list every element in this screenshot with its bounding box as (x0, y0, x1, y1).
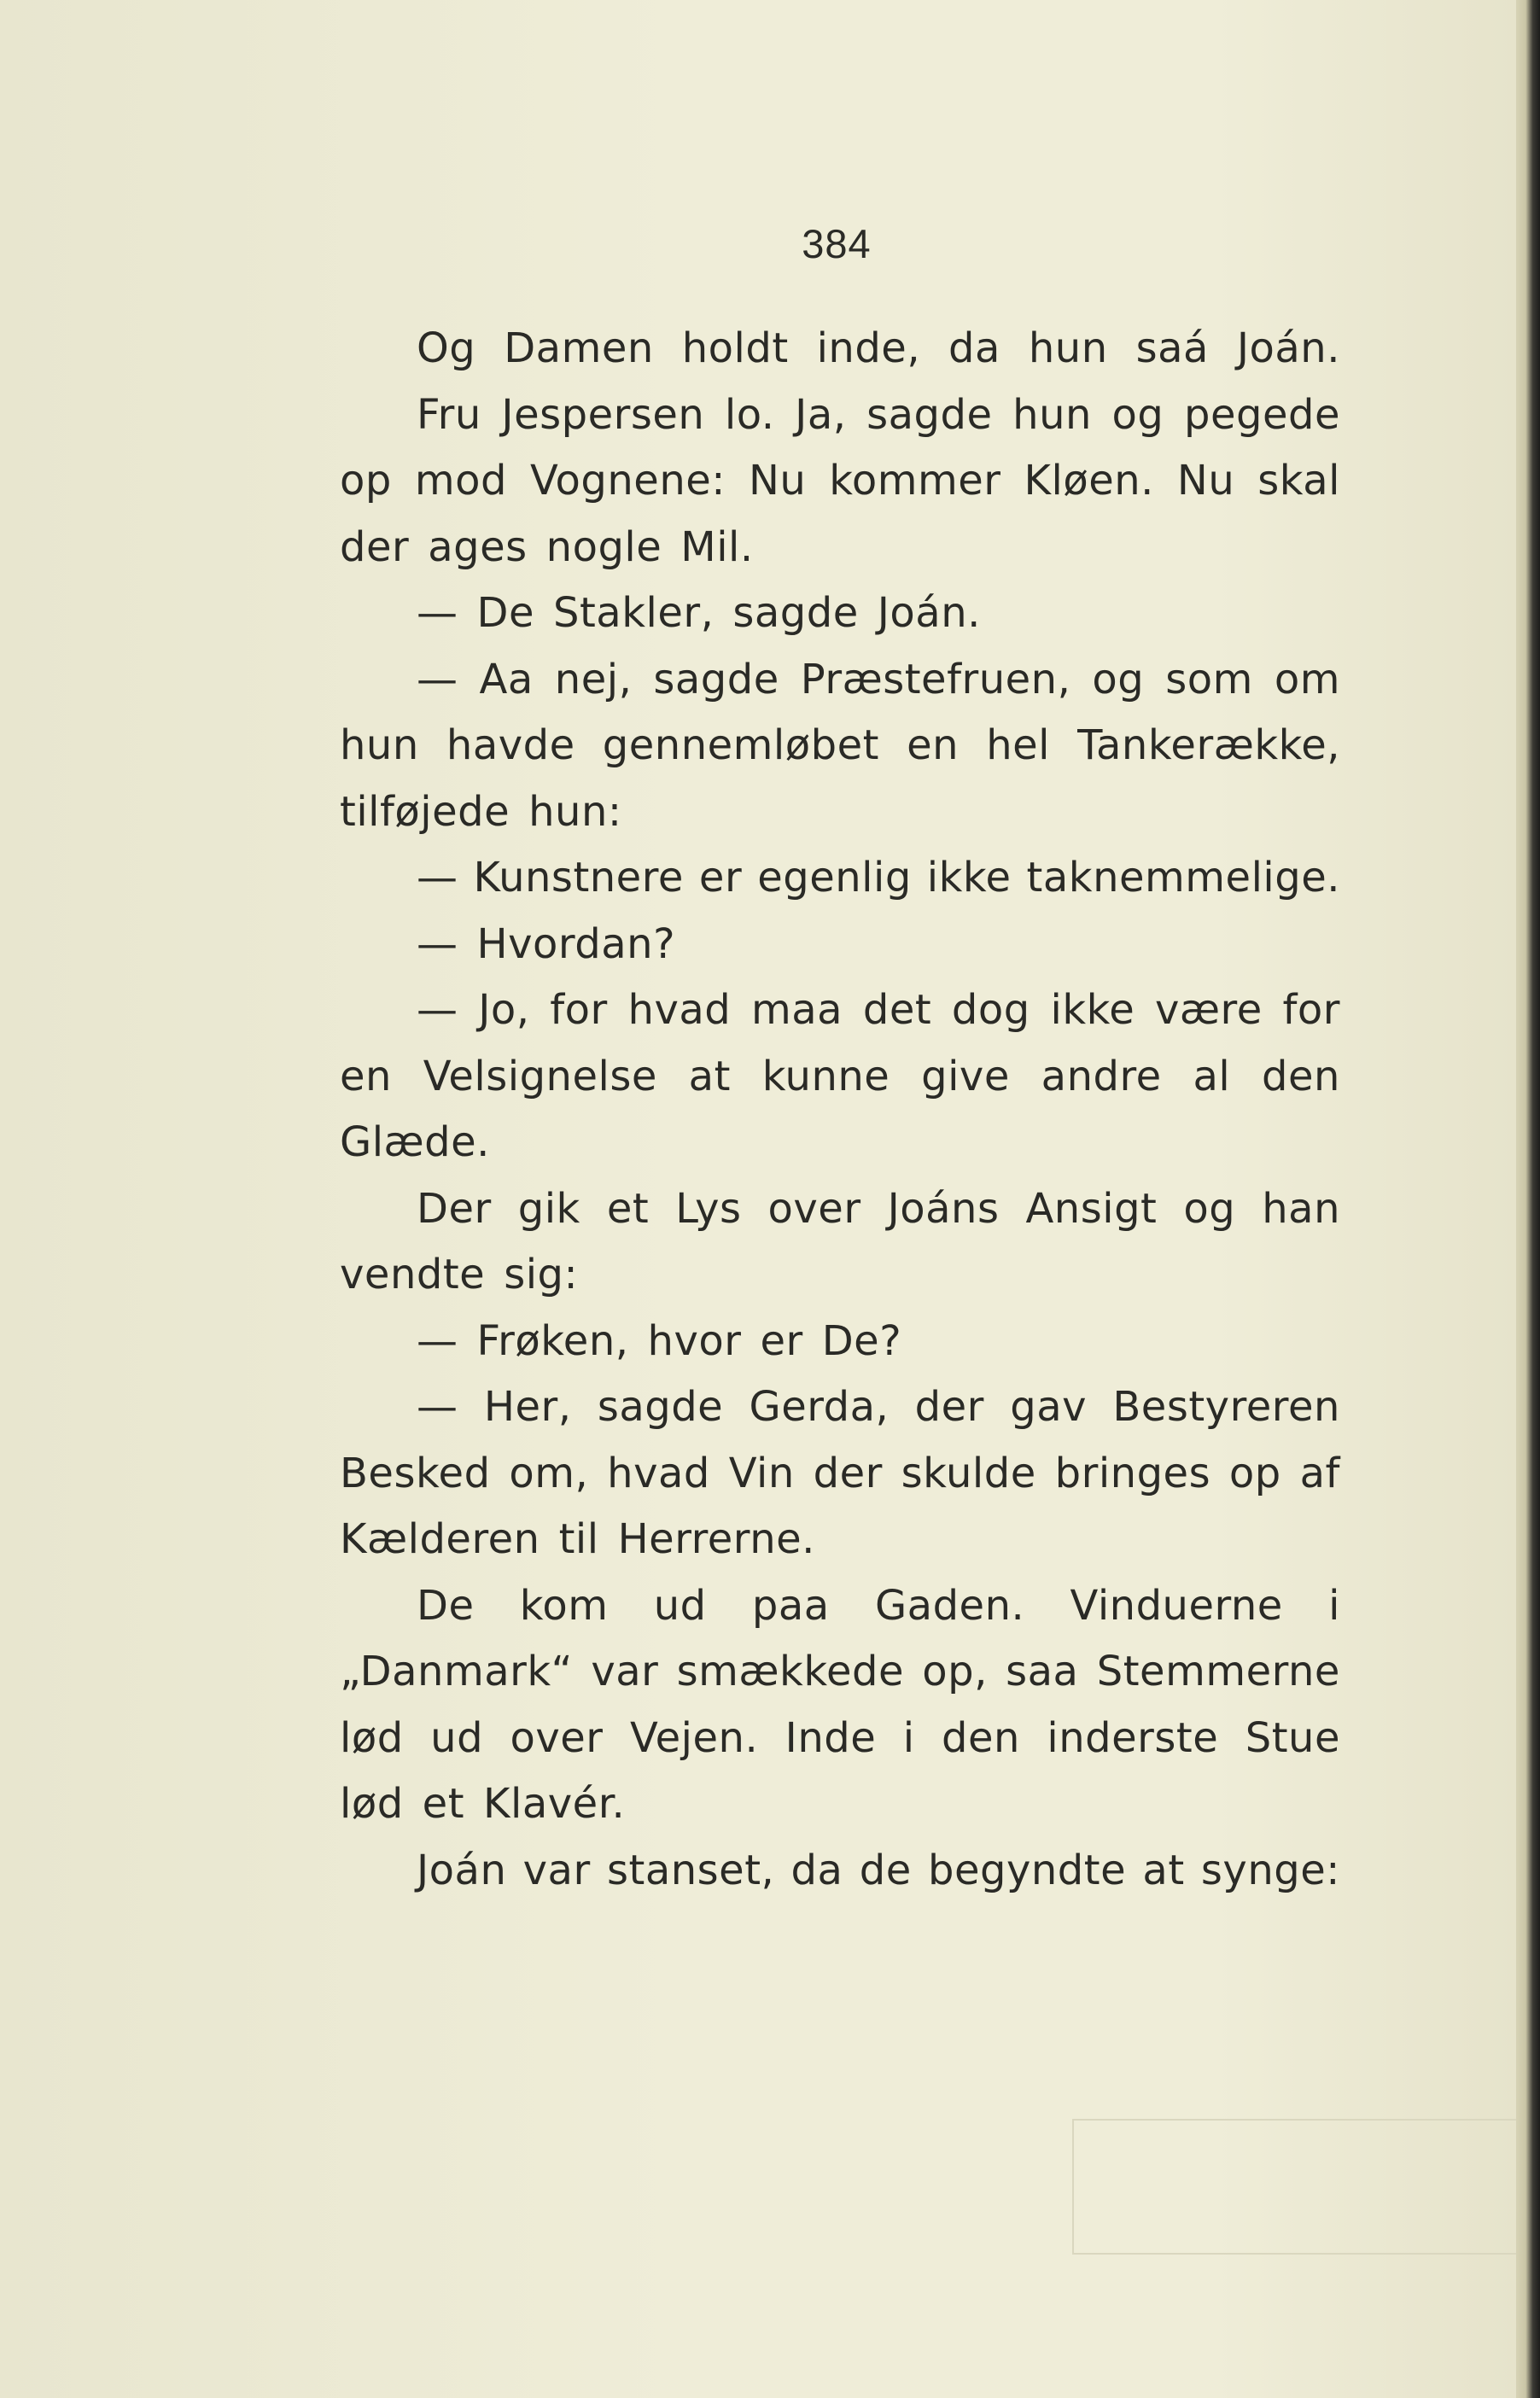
text-line: — De Stakler, sagde Joán. (417, 589, 981, 637)
text-line: en Velsignelse at kunne give andre al den (340, 1052, 1340, 1100)
text-line: Der gik et Lys over Joáns Ansigt og han (417, 1184, 1340, 1233)
text-line: De kom ud paa Gaden. Vinduerne i (417, 1581, 1340, 1630)
page-corner-mark (1072, 2119, 1518, 2255)
text-line: „Danmark“ var smækkede op, saa Stemmerne (340, 1648, 1340, 1695)
text-line: Og Damen holdt inde, da hun saá Joán. (417, 324, 1340, 372)
text-line: — Hvordan? (417, 919, 676, 968)
text-line: op mod Vognene: Nu kommer Kløen. Nu skal (340, 457, 1340, 505)
text-line: Besked om, hvad Vin der skulde bringes op af (340, 1449, 1340, 1497)
text-line: tilføjede hun: (340, 787, 622, 836)
text-line: lød ud over Vejen. Inde i den inderste Stue (340, 1713, 1340, 1762)
text-line: — Her, sagde Gerda, der gav Bestyreren (417, 1383, 1340, 1431)
text-line: — Aa nej, sagde Præstefruen, og som om (417, 655, 1340, 703)
text-line: der ages nogle Mil. (340, 522, 754, 571)
text-line: Joán var stanset, da de begyndte at synge: (417, 1846, 1340, 1894)
text-line: hun havde gennemløbet en hel Tankerække, (340, 721, 1340, 769)
text-line: lød et Klavér. (340, 1780, 626, 1828)
body-text (340, 316, 1340, 1904)
text-line: — Kunstnere er egenlig ikke taknemmelige. (417, 854, 1340, 901)
text-line: Fru Jespersen lo. Ja, sagde hun og pegede (417, 390, 1340, 439)
text-line: — Frøken, hvor er De? (417, 1316, 902, 1365)
text-line: Glæde. (340, 1118, 490, 1166)
book-binding-edge (1516, 0, 1540, 2398)
text-line: vendte sig: (340, 1251, 579, 1298)
page-number: 384 (802, 221, 872, 266)
text-line: — Jo, for hvad maa det dog ikke være for (417, 986, 1340, 1034)
text-line: Kælderen til Herrerne. (340, 1515, 815, 1563)
